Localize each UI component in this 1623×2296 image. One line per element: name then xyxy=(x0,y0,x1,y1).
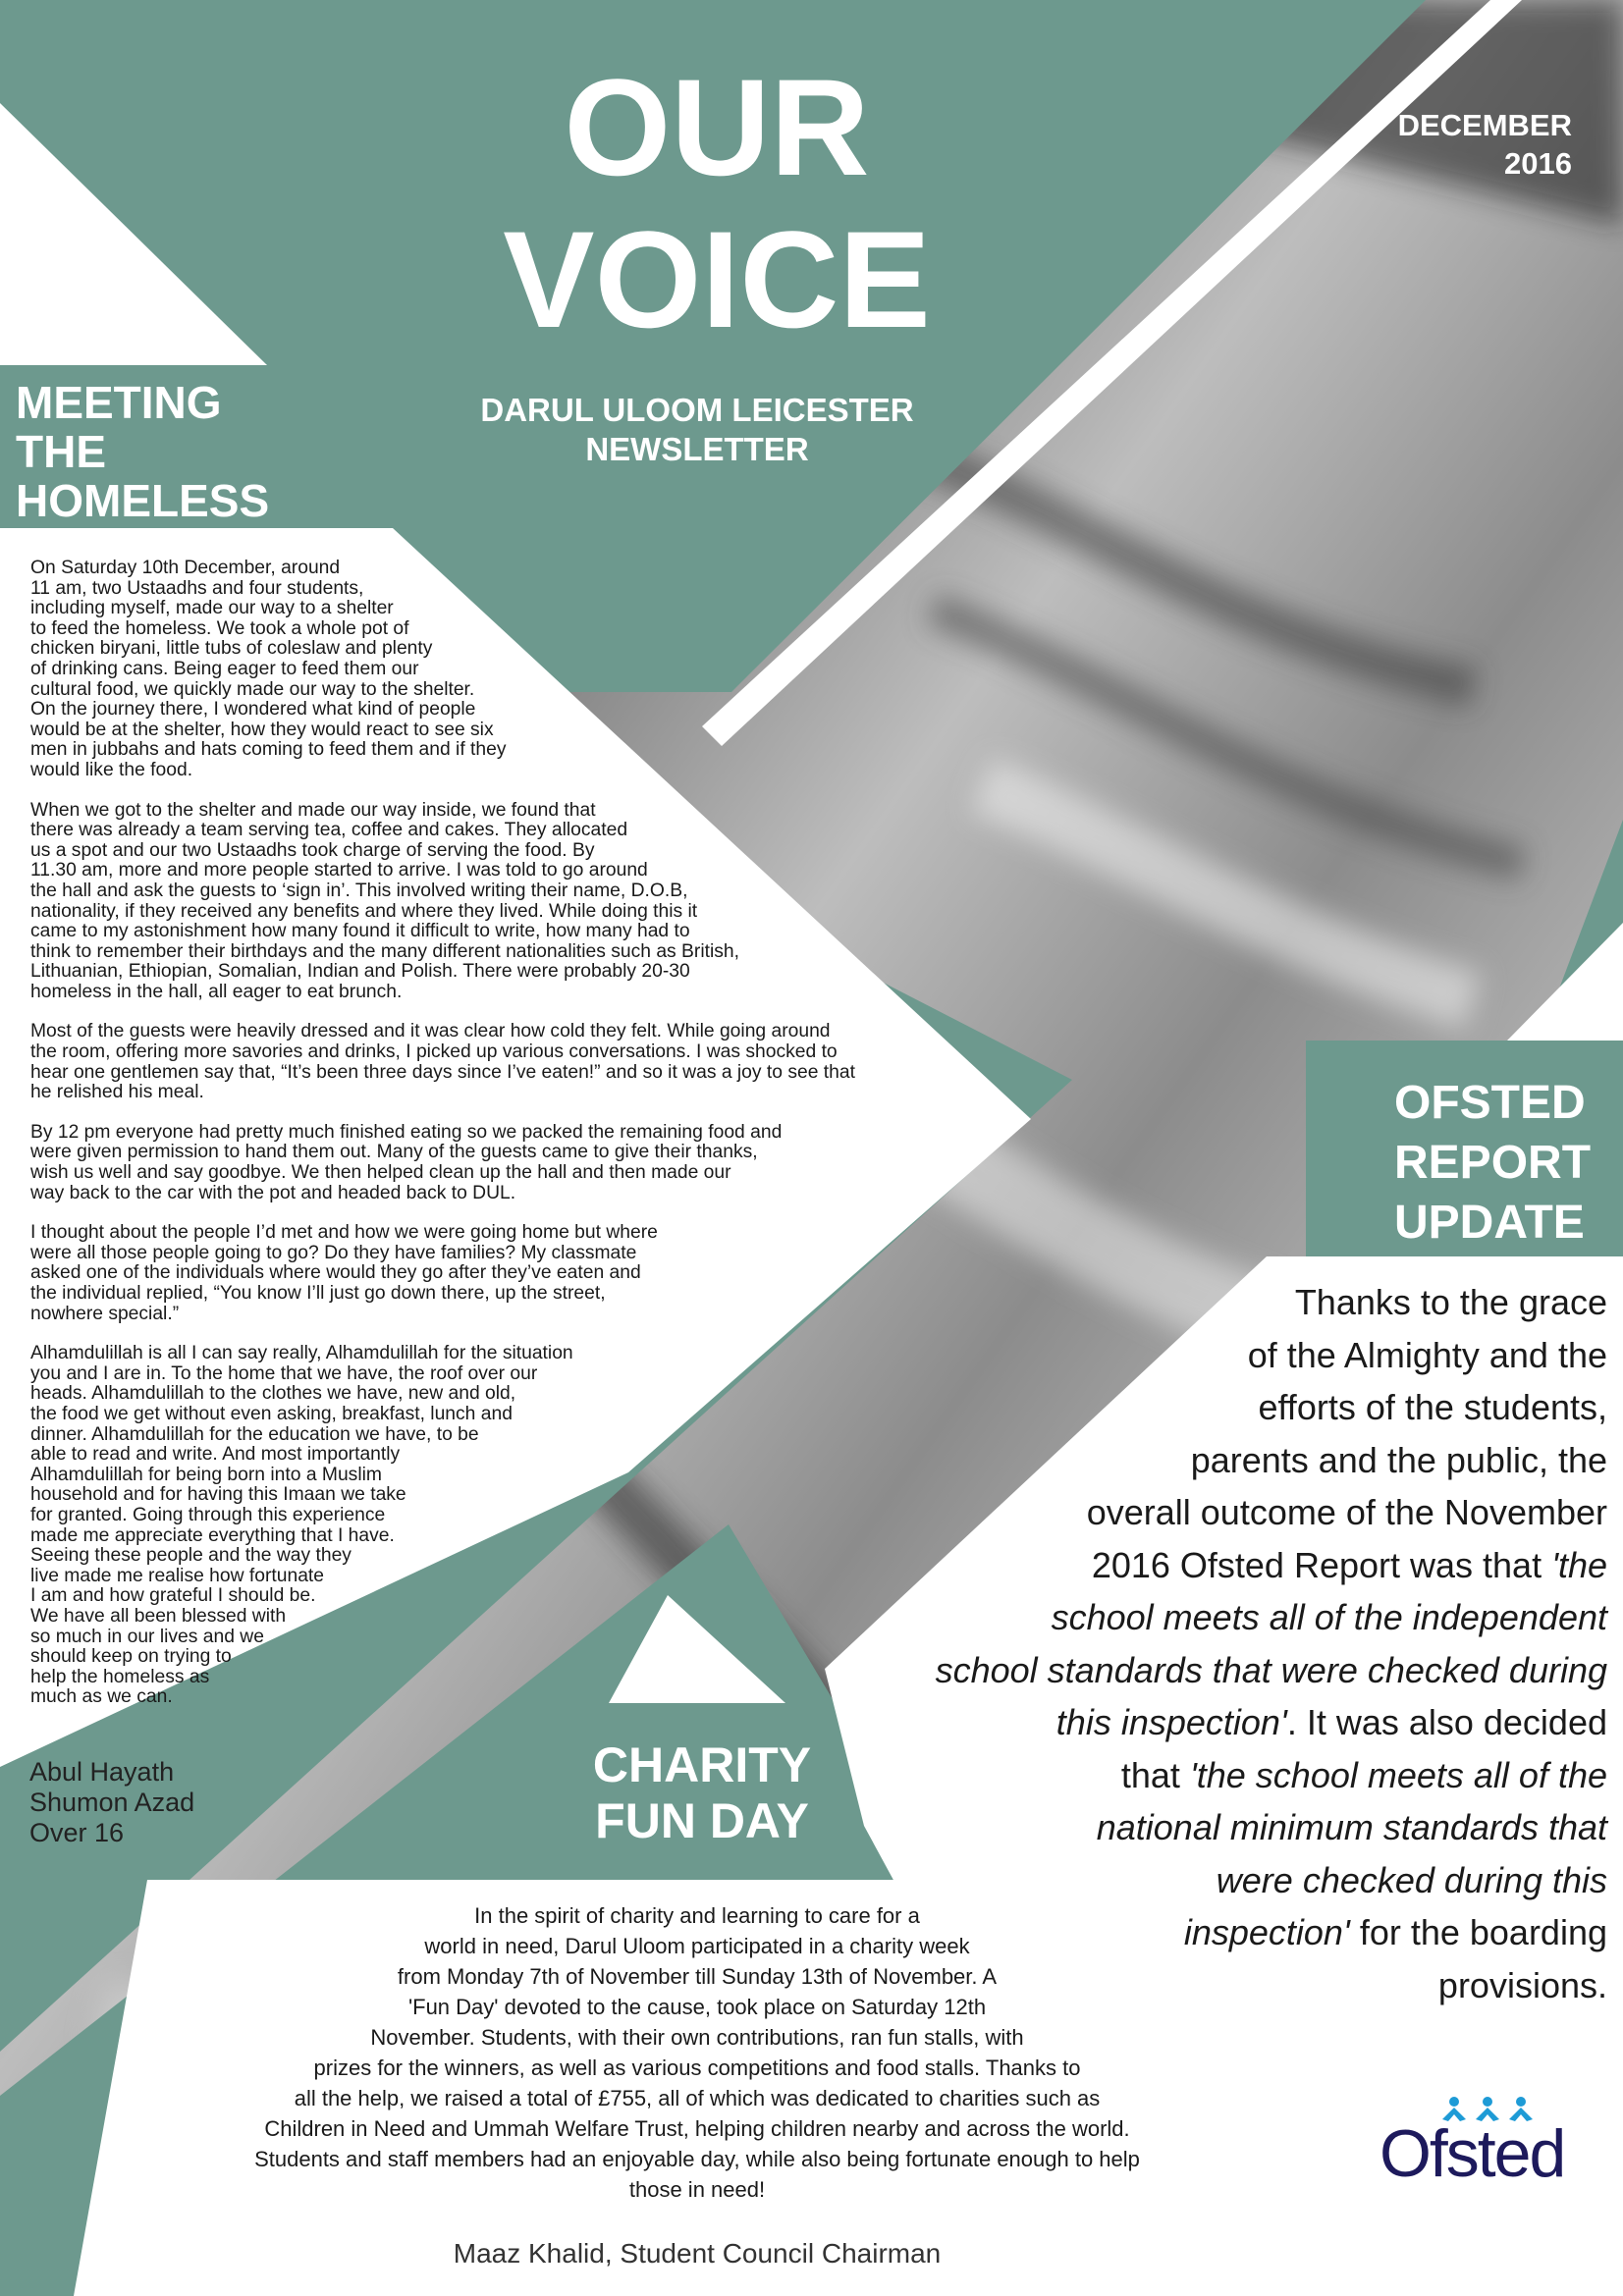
ofsted-logo-text: Ofsted xyxy=(1380,2116,1565,2191)
charity-author: Maaz Khalid, Student Council Chairman xyxy=(453,2238,942,2269)
ofsted-logo xyxy=(1380,2096,1596,2191)
ofsted-quote-1: 'the school meets all of the independent school standards that were checked during this inspection' xyxy=(935,1544,1607,1742)
homeless-paragraph: On Saturday 10th December, around 11 am, two Ustaadhs and four students, including myself, made our way to a shelter to feed the homeless. We took a whole pot of chicken biryani, little tubs of coleslaw and plenty of drinking cans. Being eager to feed them our cultural food, we quickly made our way to the shelter. On the journey there, I wondered what kind of people would be at the shelter, how they would react to see six men in jubbahs and hats coming to feed them and if they would like the food. xyxy=(30,558,507,780)
ofsted-text-3: for the boarding provisions. xyxy=(1359,1912,1607,2005)
charity-article: In the spirit of charity and learning to care for a world in need, Darul Uloom participated in a charity week from Monday 7th of November till Sunday 13th of November. A 'Fun Day' devoted to the cause, took place on Saturday 12th November. Students, with their own contributions, ran fun stalls, with prizes for the winners, as well as various competitions and food stalls. Thanks to all the help, we raised a total of £755, all of which was dedicated to charities such as Children in Need and Ummah Welfare Trust, helping children nearby and across the world. Students and staff members had an enjoyable day, while also being fortunate enough to help those in need! xyxy=(254,1903,1140,2202)
newsletter-subtitle: DARUL ULOOM LEICESTER NEWSLETTER xyxy=(480,392,914,467)
issue-date: DECEMBER 2016 xyxy=(1397,108,1572,181)
ofsted-text-2: . It was also decided that xyxy=(1120,1702,1607,1795)
ofsted-quote-2: 'the school meets all of the national minimum standards that were checked during this inspection' xyxy=(1096,1754,1607,1952)
homeless-heading: MEETING THE HOMELESS xyxy=(16,377,270,526)
ofsted-heading: OFSTED REPORT UPDATE xyxy=(1394,1077,1592,1249)
title-voice: VOICE xyxy=(503,202,931,356)
homeless-paragraph: By 12 pm everyone had pretty much finished eating so we packed the remaining food and were given permission to hand them out. Many of the guests came to give their thanks, wish us well and say goodbye. We then helped clean up the hall and then made our way back to the car with the pot and headed back to DUL. xyxy=(30,1121,783,1203)
charity-heading: CHARITY FUN DAY xyxy=(592,1737,812,1848)
ofsted-text-1: Thanks to the grace of the Almighty and the efforts of the students, parents and the public, the overall outcome of the November 2016 Ofsted Report was that xyxy=(1086,1282,1607,1585)
homeless-author: Abul Hayath Shumon Azad Over 16 xyxy=(29,1757,195,1847)
homeless-paragraph: When we got to the shelter and made our way inside, we found that there was already a team serving tea, coffee and cakes. They allocated us a spot and our two Ustaadhs took charge of serving the food. By 11.30 am, more and more people started to arrive. I was told to go around the hall and ask the guests to ‘sign in’. This involved writing their name, D.O.B, nationality, if they received any benefits and where they lived. While doing this it came to my astonishment how many found it difficult to write, how many had to think to remember their birthdays and the many different nationalities such as British, Lithuanian, Ethiopian, Somalian, Indian and Polish. There were probably 20-30 homeless in the hall, all eager to eat brunch. xyxy=(30,799,739,1002)
homeless-paragraph: Most of the guests were heavily dressed and it was clear how cold they felt. While going around the room, offering more savories and drinks, I picked up various conversations. I was shocked to hear one gentlemen say that, “It’s been three days since I’ve eaten!” and so it was a joy to see that he relished his meal. xyxy=(30,1021,855,1103)
homeless-paragraph: Alhamdulillah is all I can say really, Alhamdulillah for the situation you and I are in. To the home that we have, the roof over our heads. Alhamdulillah to the clothes we have, new and old, the food we get without even asking, breakfast, lunch and dinner. Alhamdulillah for the education we have, to be able to read and write. And most importantly Alhamdulillah for being born into a Muslim household and for having this Imaan we take for granted. Going through this experience made me appreciate everything that I have. Seeing these people and the way they live made me realise how fortunate I am and how grateful I should be. We have all been blessed with so much in our lives and we should keep on trying to help the homeless as much as we can. xyxy=(30,1343,573,1708)
title-our: OUR xyxy=(564,50,870,204)
homeless-paragraph: I thought about the people I’d met and how we were going home but where were all those people going to go? Do they have families? My classmate asked one of the individuals where would they go after they’ve eaten and the individual replied, “You know I’ll just go down there, up the street, nowhere special.” xyxy=(30,1222,658,1324)
